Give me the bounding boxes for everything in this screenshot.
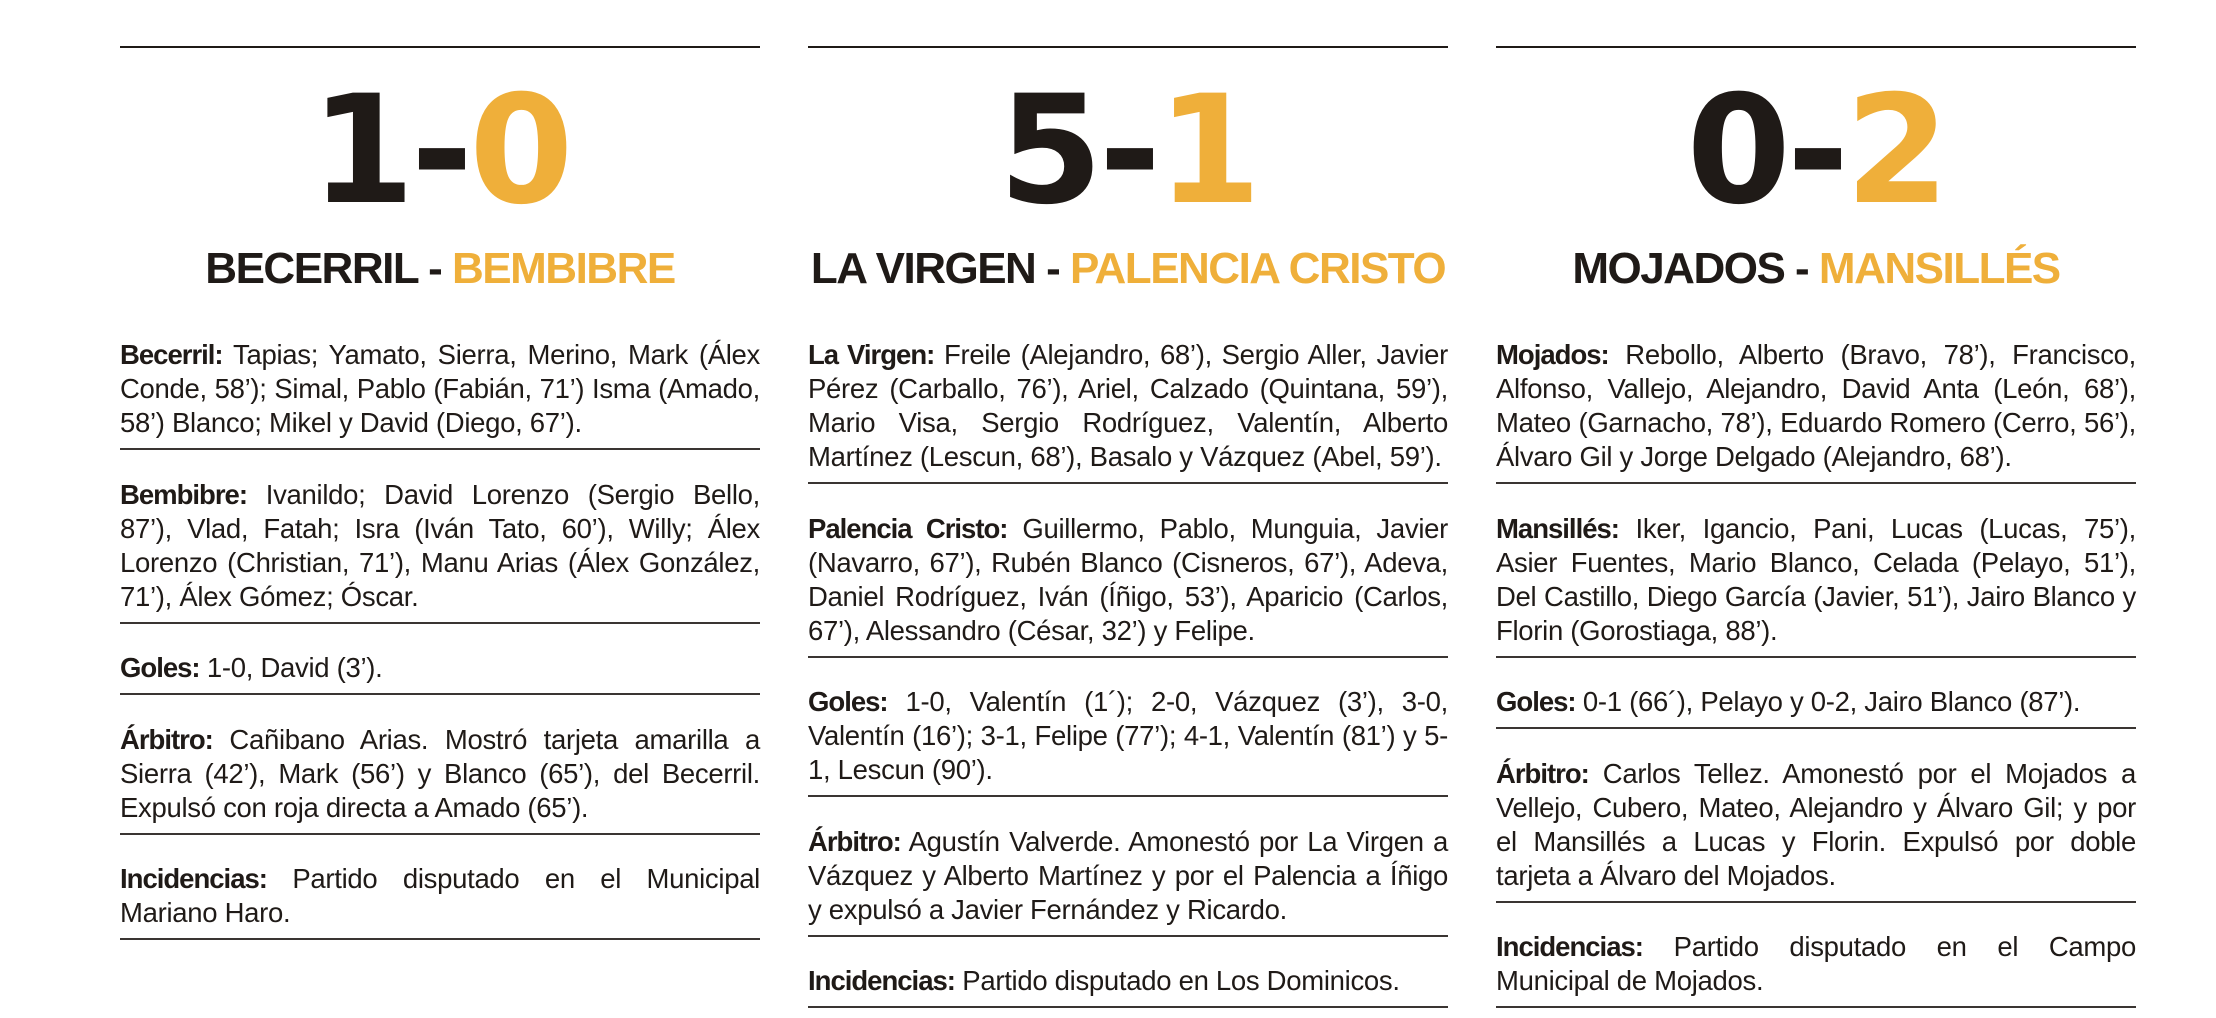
score-home: 5- — [998, 64, 1158, 238]
lineup-home — [120, 338, 760, 450]
teams-heading — [808, 244, 1448, 294]
block-text: Carlos Tellez. Amonestó por el Mojados a Vellejo, Cubero, Mateo, Alejandro y Álvaro Gil; y por el Mansillés a Lucas y Florin. Expulsó por doble tarjeta a Álvaro del Mojados. — [1496, 757, 2136, 891]
block-text: Partido disputado en el Municipal Mariano Haro. — [120, 863, 760, 928]
goals — [1496, 685, 2136, 729]
team-separator: - — [1784, 244, 1819, 293]
teams-heading — [1496, 244, 2136, 294]
score — [808, 64, 1448, 238]
incidents — [808, 964, 1448, 1008]
referee — [808, 825, 1448, 937]
home-team: MOJADOS — [1572, 244, 1785, 293]
score-away: 1 — [1157, 64, 1258, 238]
block-text: Freile (Alejandro, 68’), Sergio Aller, Javier Pérez (Carballo, 76’), Ariel, Calzado (Quintana, 59’), Mario Visa, Sergio Rodríguez, Valentín, Alberto Martínez (Lescun, 68’), Basalo y Vázquez (Abel, 59’). — [808, 339, 1448, 472]
block-label: Árbitro: — [808, 825, 901, 857]
block-label: Incidencias: — [1496, 931, 1643, 962]
goals — [120, 651, 760, 695]
away-team: PALENCIA CRISTO — [1069, 244, 1446, 293]
block-label: Goles: — [808, 686, 888, 717]
block-label: Becerril: — [120, 339, 223, 370]
report-blocks — [1496, 338, 2136, 1008]
home-team: LA VIRGEN — [810, 244, 1036, 293]
report-blocks — [120, 338, 760, 940]
score — [1496, 64, 2136, 238]
report-blocks — [808, 338, 1448, 1008]
block-text: 1-0, Valentín (1´); 2-0, Vázquez (3’), 3-0, Valentín (16’); 3-1, Felipe (77’); 4-1, Valentín (81’) y 5-1, Lescun (90’). — [808, 686, 1448, 785]
score-home: 1- — [310, 64, 470, 238]
block-text: Ivanildo; David Lorenzo (Sergio Bello, 87’), Vlad, Fatah; Isra (Iván Tato, 60’), Willy; Álex Lorenzo (Christian, 71’), Manu Arias (Álex González, 71’), Álex Gómez; Óscar. — [120, 478, 760, 612]
block-label: Árbitro: — [120, 723, 213, 755]
block-label: Goles: — [120, 652, 200, 683]
lineup-away — [808, 512, 1448, 658]
score — [120, 64, 760, 238]
team-separator: - — [1035, 244, 1070, 293]
incidents — [120, 862, 760, 940]
home-team: BECERRIL — [205, 244, 418, 293]
teams-heading — [120, 244, 760, 294]
lineup-away — [120, 478, 760, 624]
match-report-1 — [120, 46, 760, 950]
match-report-2 — [808, 46, 1448, 1018]
lineup-home — [1496, 338, 2136, 484]
score-home: 0- — [1686, 64, 1846, 238]
block-text: 1-0, David (3’). — [199, 652, 383, 683]
block-text: Guillermo, Pablo, Munguia, Javier (Navarro, 67’), Rubén Blanco (Cisneros, 67’), Adeva, Daniel Rodríguez, Iván (Íñigo, 53’), Aparicio (Carlos, 67’), Alessandro (César, 32’) y Felipe. — [808, 512, 1448, 646]
block-text: Tapias; Yamato, Sierra, Merino, Mark (Álex Conde, 58’); Simal, Pablo (Fabián, 71’) Isma (Amado, 58’) Blanco; Mikel y David (Diego, 67’). — [120, 339, 760, 438]
block-label: Palencia Cristo: — [808, 512, 1008, 544]
away-team: MANSILLÉS — [1818, 244, 2060, 293]
block-label: Incidencias: — [808, 965, 955, 996]
block-text: 0-1 (66´), Pelayo y 0-2, Jairo Blanco (87’). — [1575, 686, 2081, 717]
block-label: Goles: — [1496, 686, 1576, 717]
block-text: Cañibano Arias. Mostró tarjeta amarilla a Sierra (42’), Mark (56’) y Blanco (65’), del Becerril. Expulsó con roja directa a Amado (65’). — [120, 723, 760, 823]
divider — [1496, 46, 2136, 48]
block-label: Bembibre: — [120, 478, 247, 510]
referee — [1496, 757, 2136, 903]
block-label: Incidencias: — [120, 863, 267, 894]
divider — [808, 46, 1448, 48]
away-team: BEMBIBRE — [452, 244, 675, 293]
block-label: Mojados: — [1496, 339, 1609, 370]
lineup-away — [1496, 512, 2136, 658]
referee — [120, 723, 760, 835]
score-away: 2 — [1845, 64, 1946, 238]
incidents — [1496, 930, 2136, 1008]
divider — [120, 46, 760, 48]
goals — [808, 685, 1448, 797]
block-label: Árbitro: — [1496, 757, 1589, 789]
block-text: Iker, Igancio, Pani, Lucas (Lucas, 75’), Asier Fuentes, Mario Blanco, Celada (Pelayo, 51’), Del Castillo, Diego García (Javier, 51’), Jairo Blanco y Florin (Gorostiaga, 88’). — [1496, 512, 2136, 646]
block-label: Mansillés: — [1496, 512, 1619, 544]
block-label: La Virgen: — [808, 339, 935, 370]
block-text: Agustín Valverde. Amonestó por La Virgen a Vázquez y Alberto Martínez y por el Palencia a Íñigo y expulsó a Javier Fernández y Ricardo. — [808, 825, 1448, 925]
block-text: Rebollo, Alberto (Bravo, 78’), Francisco, Alfonso, Vallejo, Alejandro, David Anta (León, 68’), Mateo (Garnacho, 78’), Eduardo Romero (Cerro, 56’), Álvaro Gil y Jorge Delgado (Alejandro, 68’). — [1496, 339, 2136, 472]
team-separator: - — [417, 244, 453, 293]
score-away: 0 — [469, 64, 570, 238]
match-report-3 — [1496, 46, 2136, 1018]
block-text: Partido disputado en Los Dominicos. — [954, 965, 1400, 996]
lineup-home — [808, 338, 1448, 484]
block-text: Partido disputado en el Campo Municipal de Mojados. — [1496, 931, 2136, 996]
